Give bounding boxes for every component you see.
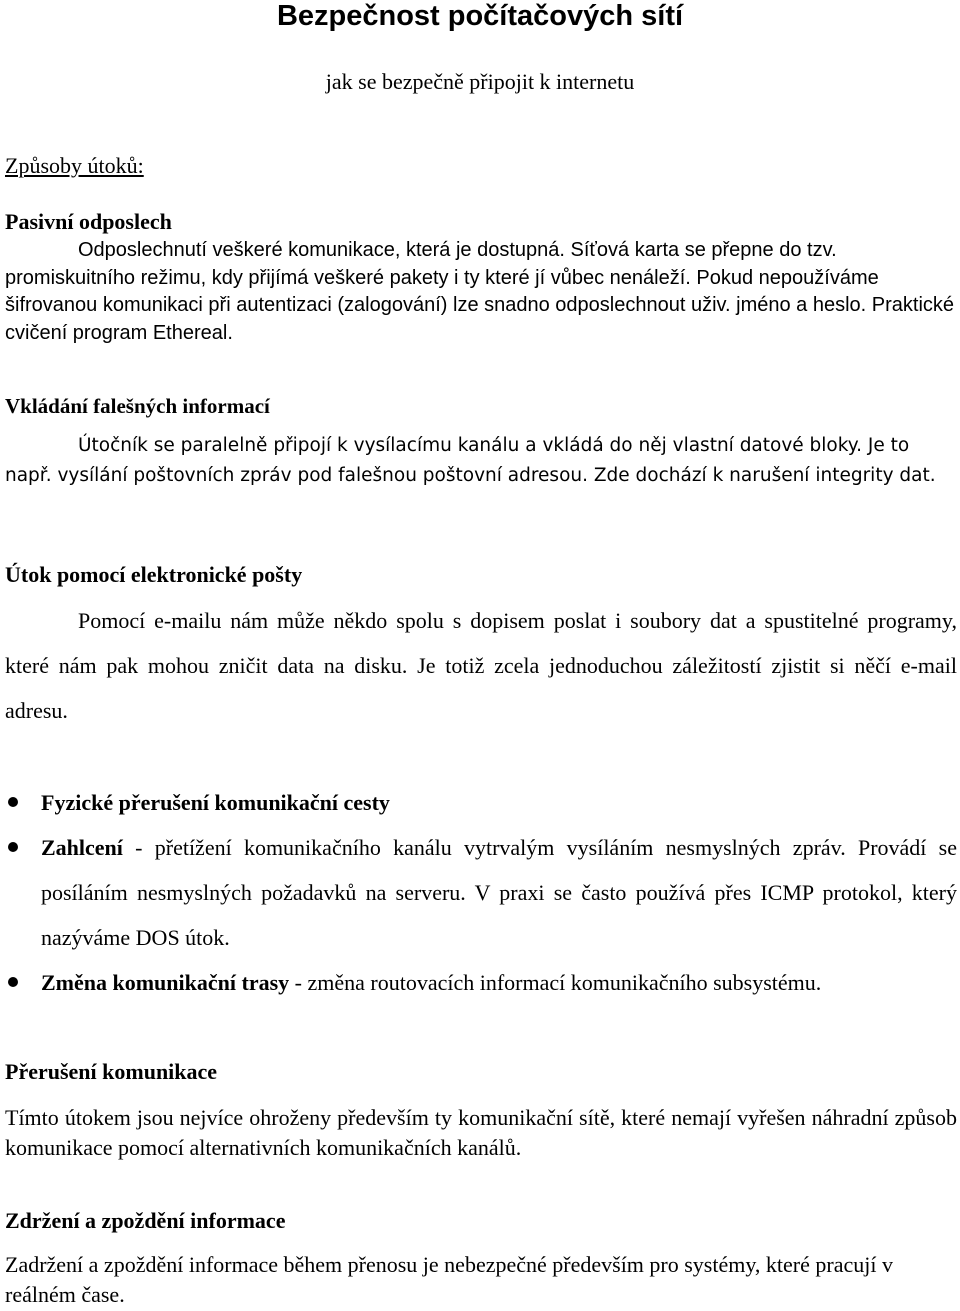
attack-list: [5, 780, 957, 1005]
passive-sniffing-heading: Pasivní odposlech: [5, 209, 172, 234]
interruption-heading: Přerušení komunikace: [5, 1059, 218, 1084]
page-title: Bezpečnost počítačových sítí: [276, 0, 684, 32]
list-item-text: - přetížení komunikačního kanálu vytrvalým vysíláním nesmyslných zpráv. Provádí se posíláním nesmyslných požadavků na serveru. V praxi se často používá přes ICMP protokol, který nazýváme DOS útok.: [41, 835, 957, 950]
list-item: [5, 960, 957, 1005]
passive-sniffing-text: Odposlechnutí veškeré komunikace, která je dostupná. Síťová karta se přepne do tzv. promiskuitního režimu, kdy přijímá veškeré pakety i ty které jí vůbec nenáleží. Pokud nepoužíváme šifrovanou komunikaci při autentizaci (zalogování) lze snadno odposlechnout uživ. jméno a heslo. Praktické cvičení program Ethereal.: [5, 239, 955, 344]
list-item-title: Změna komunikační trasy: [41, 970, 290, 995]
fake-info-heading: Vkládání falešných informací: [5, 394, 270, 418]
interruption-text: Tímto útokem jsou nejvíce ohroženy především ty komunikační sítě, které nemají vyřešen náhradní způsob komunikace pomocí alternativních komunikačních kanálů.: [5, 1105, 957, 1160]
list-item-text: - změna routovacích informací komunikačního subsystému.: [289, 970, 822, 995]
list-item-title: Zahlcení: [41, 835, 123, 860]
delay-text: Zadržení a zpoždění informace během přenosu je nebezpečné především pro systémy, které pracují v reálném čase.: [5, 1252, 893, 1307]
bullet-icon: [8, 977, 18, 987]
list-item-title: Fyzické přerušení komunikační cesty: [41, 790, 390, 815]
email-attack-text: Pomocí e-mailu nám může někdo spolu s dopisem poslat i soubory dat a spustitelné programy, které nám pak mohou zničit data na disku. Je totiž zcela jednoduchou záležitostí zjistit si něčí e-mail adresu.: [5, 608, 957, 723]
fake-info-text: Útočník se paralelně připojí k vysílacímu kanálu a vkládá do něj vlastní datové bloky. Je to např. vysílání poštovních zpráv pod falešnou poštovní adresou. Zde dochází k narušení integrity dat.: [5, 435, 936, 486]
delay-heading: Zdržení a zpoždění informace: [5, 1208, 286, 1233]
email-attack-heading: Útok pomocí elektronické pošty: [5, 562, 303, 587]
list-item: [5, 825, 957, 960]
bullet-icon: [8, 842, 18, 852]
bullet-icon: [8, 797, 18, 807]
attack-types-heading: Způsoby útoků:: [5, 153, 144, 178]
list-item: [5, 780, 957, 825]
page-subtitle: jak se bezpečně připojit k internetu: [325, 69, 635, 94]
